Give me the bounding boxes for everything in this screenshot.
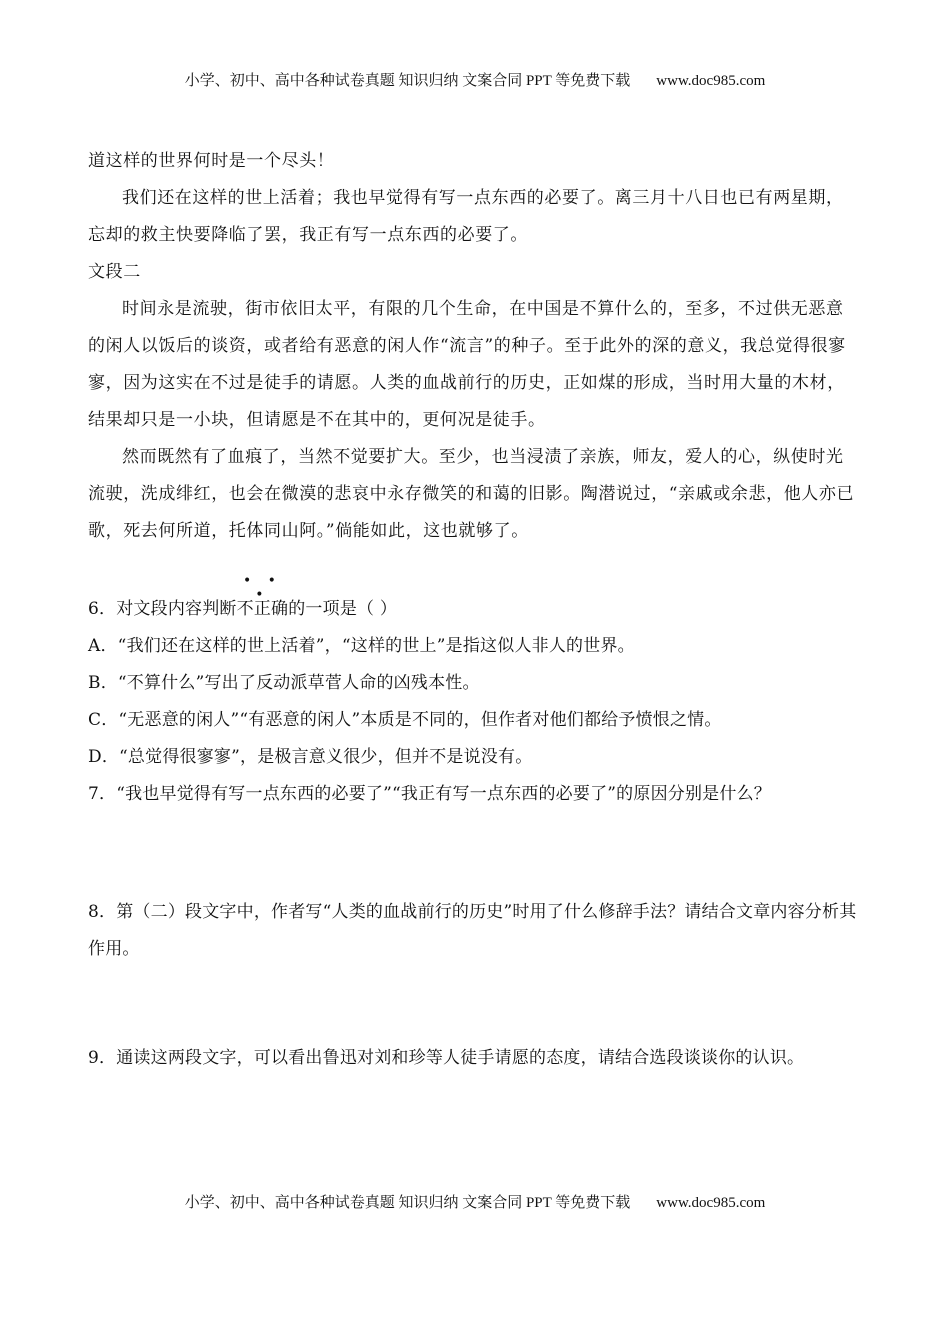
passage-text: [88, 143, 858, 550]
question-6-emphasis-text: 不正确: [236, 599, 289, 619]
footer-text: 小学、初中、高中各种试卷真题 知识归纳 文案合同 PPT 等免费下载: [184, 1195, 631, 1211]
question-9-text: 9．通读这两段文字，可以看出鲁迅对刘和珍等人徒手请愿的态度，请结合选段谈谈你的认识。: [88, 1048, 805, 1068]
header-site-link[interactable]: www.doc985.com: [656, 73, 766, 89]
question-8-text: 8．第（二）段文字中，作者写“人类的血战前行的历史”时用了什么修辞手法？请结合文章内容分析其作用。: [88, 902, 857, 959]
passage-line-1: 道这样的世界何时是一个尽头！: [88, 151, 335, 171]
option-c: C．“无恶意的闲人”“有恶意的闲人”本质是不同的，但作者对他们都给予愤恨之情。: [88, 710, 722, 730]
option-a: A．“我们还在这样的世上活着”，“这样的世上”是指这似人非人的世界。: [88, 636, 635, 656]
passage-paragraph-3: 然而既然有了血痕了，当然不觉要扩大。至少，也当浸渍了亲族，师友，爱人的心，纵使时光流驶，洗成绯红，也会在微漠的悲哀中永存微笑的和蔼的旧影。陶潜说过，“亲戚或余悲，他人亦已歌，死去何所道，托体同山阿。”倘能如此，这也就够了。: [88, 447, 855, 541]
passage-paragraph-1: 我们还在这样的世上活着；我也早觉得有写一点东西的必要了。离三月十八日也已有两星期，忘却的救主快要降临了罢，我正有写一点东西的必要了。: [88, 188, 844, 245]
passage-paragraph-2: 时间永是流驶，街市依旧太平，有限的几个生命，在中国是不算什么的，至多，不过供无恶意的闲人以饭后的谈资，或者给有恶意的闲人作“流言”的种子。至于此外的深的意义，我总觉得很寥寥，因为这实在不过是徒手的请愿。人类的血战前行的历史，正如煤的形成，当时用大量的木材，结果却只是一小块，但请愿是不在其中的，更何况是徒手。: [88, 299, 846, 430]
question-6-stem-after: 的一项是（ ）: [288, 599, 398, 619]
footer-site-link[interactable]: www.doc985.com: [656, 1195, 766, 1211]
question-6: [88, 573, 888, 813]
question-6-emphasis: [236, 573, 289, 628]
section-label: 文段二: [88, 262, 141, 282]
question-6-stem: [88, 573, 888, 628]
option-d: D．“总觉得很寥寥”，是极言意义很少，但并不是说没有。: [88, 747, 533, 767]
header-text: 小学、初中、高中各种试卷真题 知识归纳 文案合同 PPT 等免费下载: [184, 73, 631, 89]
page-header: [0, 69, 950, 90]
emphasis-dots: • • •: [242, 573, 282, 603]
question-7: 7．“我也早觉得有写一点东西的必要了”“我正有写一点东西的必要了”的原因分别是什么？: [88, 784, 771, 804]
question-6-stem-before: 6．对文段内容判断: [88, 599, 237, 619]
option-b: B．“不算什么”写出了反动派草菅人命的凶残本性。: [88, 673, 480, 693]
question-8: [88, 894, 868, 968]
page-footer: [0, 1191, 950, 1212]
question-9: [88, 1040, 888, 1077]
